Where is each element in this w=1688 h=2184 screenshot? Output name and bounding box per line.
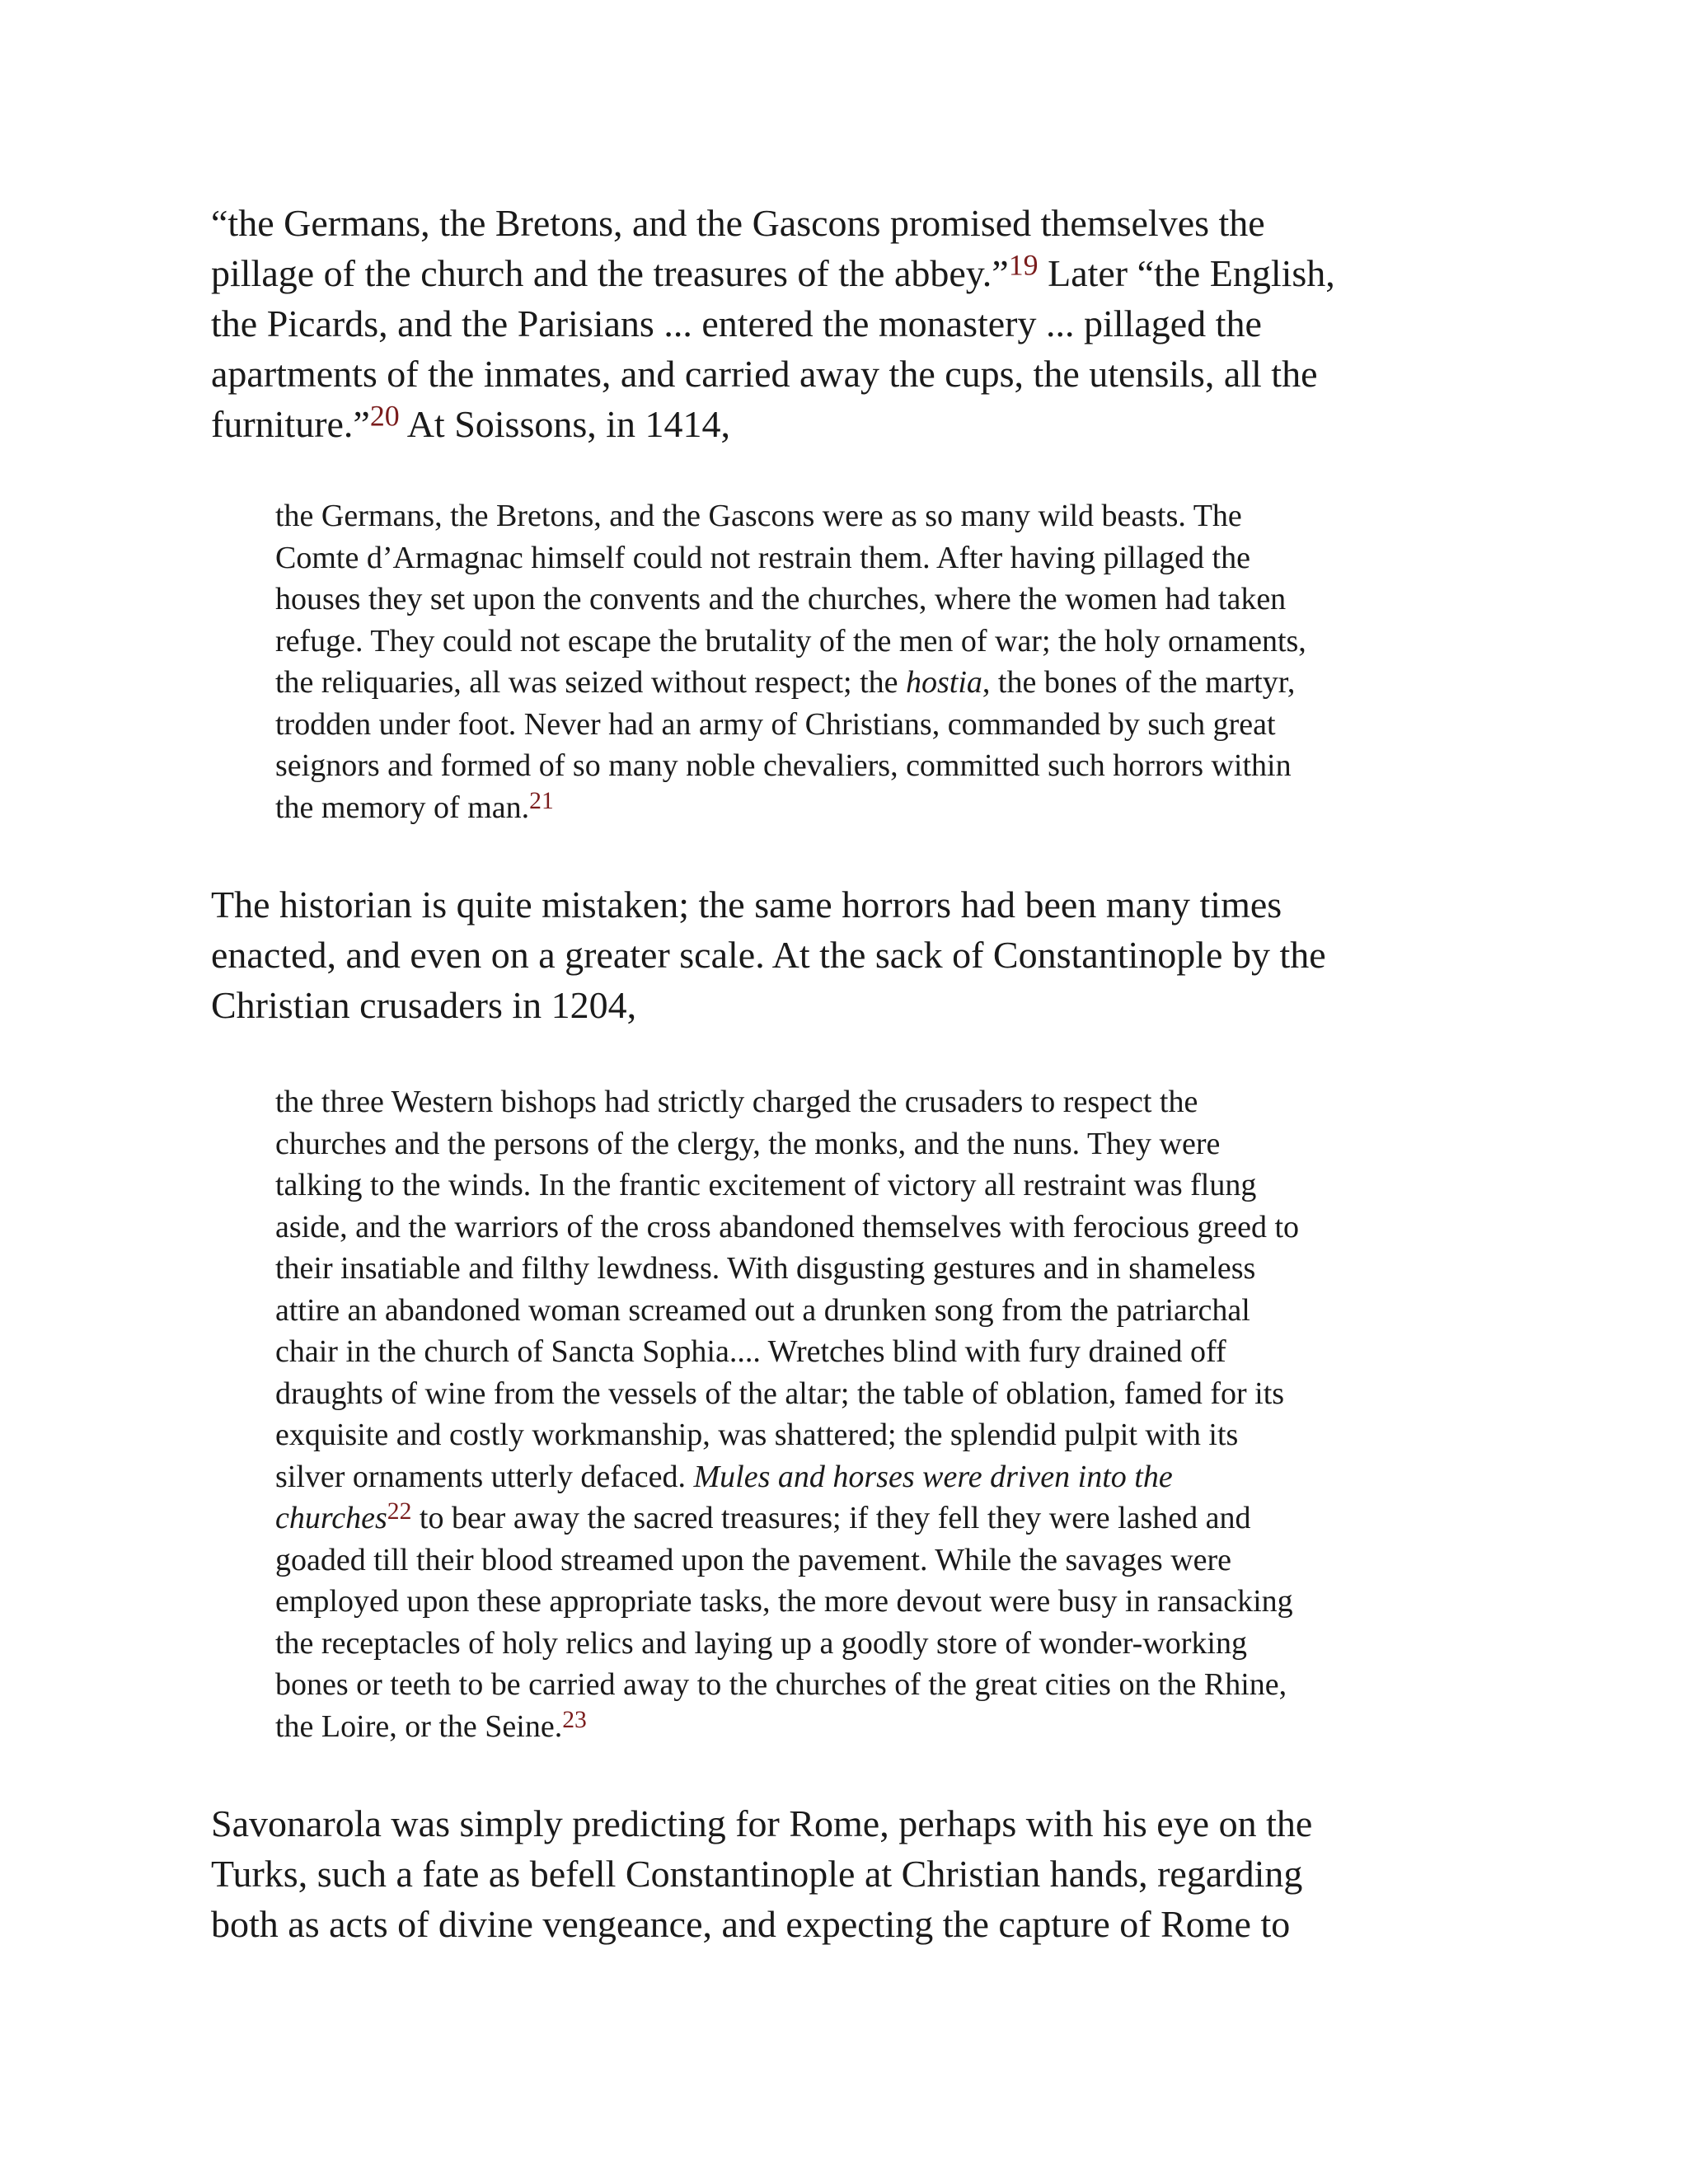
footnote-ref[interactable]: 22 (387, 1497, 412, 1525)
italic-phrase: Mules and horses were driven into the (693, 1459, 1173, 1494)
quote-line: goaded till their blood streamed upon the pavement. While the savages were (275, 1542, 1232, 1577)
text-line: Christian crusaders in 1204, (211, 984, 637, 1026)
block-quote (211, 1081, 1446, 1747)
quote-line: employed upon these appropriate tasks, the more devout were busy in ransacking (275, 1584, 1293, 1619)
footnote-ref[interactable]: 21 (529, 787, 554, 814)
text-line: The historian is quite mistaken; the same horrors had been many times (211, 883, 1282, 926)
block-quote (211, 495, 1446, 828)
text-line: Savonarola was simply predicting for Rome, perhaps with his eye on the (211, 1802, 1313, 1844)
text-span: At Soissons, in 1414, (399, 403, 731, 445)
italic-phrase: churches (275, 1501, 387, 1535)
text-span: the Loire, or the Seine. (275, 1708, 563, 1744)
body-paragraph (211, 1798, 1480, 1949)
quote-line: trodden under foot. Never had an army of Christians, commanded by such great (275, 706, 1276, 742)
quote-line: the receptacles of holy relics and laying up a goodly store of wonder-working (275, 1625, 1247, 1661)
text-line: both as acts of divine vengeance, and expecting the capture of Rome to (211, 1903, 1291, 1945)
text-span: , the bones of the martyr, (982, 665, 1296, 700)
page-content (211, 198, 1480, 1949)
text-line: enacted, and even on a greater scale. At the sack of Constantinople by the (211, 934, 1326, 976)
quote-line: attire an abandoned woman screamed out a drunken song from the patriarchal (275, 1292, 1250, 1328)
text-span: the memory of man. (275, 790, 530, 825)
text-span: furniture.” (211, 403, 370, 445)
quote-line: refuge. They could not escape the brutality of the men of war; the holy ornaments, (275, 623, 1306, 658)
quote-line (275, 787, 1446, 829)
quote-line (275, 1706, 1446, 1748)
text-line: Turks, such a fate as befell Constantinople at Christian hands, regarding (211, 1853, 1303, 1895)
spacer (211, 449, 1480, 495)
text-line: apartments of the inmates, and carried away the cups, the utensils, all the (211, 353, 1318, 395)
spacer (211, 1030, 1480, 1081)
quote-line: exquisite and costly workmanship, was shattered; the splendid pulpit with its (275, 1418, 1239, 1452)
spacer (211, 828, 1480, 879)
text-line: the Picards, and the Parisians ... entered the monastery ... pillaged the (211, 302, 1262, 344)
quote-line: their insatiable and filthy lewdness. With disgusting gestures and in shameless (275, 1251, 1256, 1286)
italic-term: hostia (906, 665, 982, 700)
text-span: the reliquaries, all was seized without respect; the (275, 665, 907, 700)
quote-line: draughts of wine from the vessels of the altar; the table of oblation, famed for its (275, 1376, 1285, 1411)
quote-line: the Germans, the Bretons, and the Gascons were as so many wild beasts. The (275, 499, 1242, 533)
quote-line (275, 662, 1446, 704)
text-line (211, 399, 1480, 449)
text-line: “the Germans, the Bretons, and the Gascons promised themselves the (211, 202, 1265, 244)
quote-line: aside, and the warriors of the cross abandoned themselves with ferocious greed to (275, 1209, 1299, 1244)
text-span: pillage of the church and the treasures of the abbey.” (211, 252, 1009, 294)
text-span: Later “the English, (1038, 252, 1335, 294)
quote-line: churches and the persons of the clergy, the monks, and the nuns. They were (275, 1126, 1221, 1161)
spacer (211, 1747, 1480, 1798)
quote-line: houses they set upon the convents and the churches, where the women had taken (275, 582, 1287, 616)
quote-line (275, 1456, 1446, 1498)
quote-line: chair in the church of Sancta Sophia.... Wretches blind with fury drained off (275, 1334, 1226, 1369)
body-paragraph (211, 198, 1480, 449)
footnote-ref[interactable]: 20 (369, 399, 400, 433)
footnote-ref[interactable]: 23 (562, 1706, 587, 1733)
quote-line: the three Western bishops had strictly charged the crusaders to respect the (275, 1085, 1198, 1119)
quote-line: talking to the winds. In the frantic excitement of victory all restraint was flung (275, 1168, 1257, 1202)
quote-line: seignors and formed of so many noble chevaliers, committed such horrors within (275, 748, 1292, 783)
text-line (211, 248, 1480, 298)
quote-line: bones or teeth to be carried away to the churches of the great cities on the Rhine, (275, 1667, 1287, 1702)
quote-line (275, 1497, 1446, 1540)
text-span: to bear away the sacred treasures; if they fell they were lashed and (411, 1501, 1251, 1535)
quote-line: Comte d’Armagnac himself could not restrain them. After having pillaged the (275, 540, 1250, 575)
body-paragraph (211, 879, 1480, 1030)
text-span: silver ornaments utterly defaced. (275, 1459, 694, 1494)
footnote-ref[interactable]: 19 (1008, 248, 1039, 282)
